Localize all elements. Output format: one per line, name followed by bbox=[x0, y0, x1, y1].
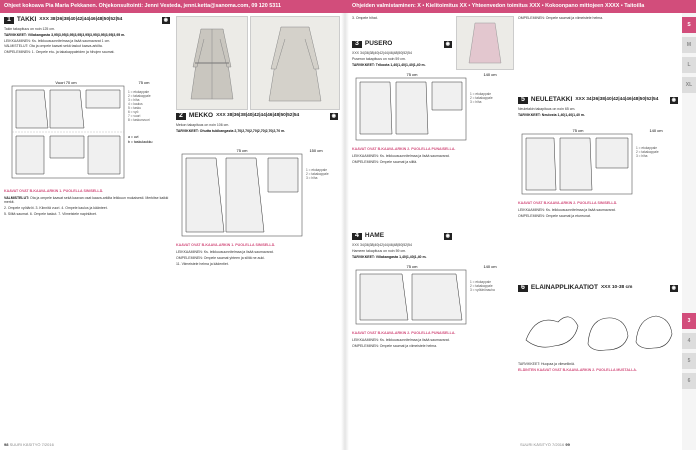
article-6-title: ELÄINAPPLIKAATIOT bbox=[530, 284, 598, 292]
side-tab[interactable]: L bbox=[682, 57, 696, 73]
side-tab[interactable]: 3 bbox=[682, 313, 696, 329]
article-3-fabric: TARVIKKEET: Trikoota 1,40|1,40|1,40|1,40 m. bbox=[352, 62, 426, 67]
legend-item: 5 = tasku bbox=[128, 106, 142, 110]
article-5-cutting-plan bbox=[518, 128, 678, 198]
article-2-fabric: TARVIKKEET: Ohutta tukikangasta 2,70|2,70|2,70|2,70|2,70|2,70 m. bbox=[176, 128, 286, 133]
article-4-size: Hameen takapituus on noin 59 cm. bbox=[352, 248, 407, 253]
article-5-header bbox=[518, 96, 678, 126]
legend-item: 1 = etukappale bbox=[470, 92, 492, 96]
article-3-legend bbox=[470, 92, 493, 104]
article-2-code: XXX 38|36|38|40|42|44|46|48|50|52|54 bbox=[216, 113, 300, 119]
article-1-number: 1 bbox=[4, 17, 14, 23]
side-tab[interactable]: XL bbox=[682, 77, 696, 93]
article-4-cutting-plan bbox=[352, 264, 512, 328]
coat-figure-icon bbox=[177, 17, 247, 109]
animal-shape bbox=[636, 316, 672, 348]
legend-item: 1 = etukappale bbox=[128, 90, 150, 94]
article-5-code: XXX 34|36|38|40|42|44|46|48|50|52|54 bbox=[575, 97, 659, 103]
article-3-title: PUSERO bbox=[364, 40, 393, 48]
legend-item: 2 = takakappale bbox=[636, 150, 659, 154]
article-2-body-2: 11. Viimeistele helma ja kädentiet. bbox=[176, 261, 229, 266]
article-1-size: Takin takapituus on noin 125 cm. bbox=[4, 27, 55, 31]
article-1-body-3: 2. Ompele vyötäröt. 3. Kiinnitä vuori. 4. Ompele kaulus ja käänteet. bbox=[4, 206, 108, 211]
article-4-body-1b: OMPELEMINEN: Ompele saumat ja viimeistele helma. bbox=[518, 16, 603, 20]
animal-shape bbox=[526, 317, 578, 347]
article-6-header bbox=[518, 284, 678, 298]
article-4-legend bbox=[470, 280, 495, 292]
legend-item: 1 = etukappale bbox=[470, 280, 492, 284]
article-3-cutting-plan bbox=[352, 72, 512, 144]
article-1-header bbox=[4, 16, 170, 74]
blouse-figure-icon bbox=[457, 17, 513, 69]
legend-item: 7 = vuori bbox=[128, 114, 141, 118]
article-3-body bbox=[352, 154, 512, 230]
article-5-body bbox=[518, 208, 678, 282]
camera-icon: ◉ bbox=[445, 41, 450, 48]
right-page-number: 99 bbox=[565, 442, 570, 447]
legend-item: 2 = takakappale bbox=[306, 172, 329, 176]
article-5-body-1: OMPELEMINEN: Ompele saumat ja etureunat. bbox=[518, 213, 591, 218]
article-2-title-bar bbox=[176, 112, 338, 121]
article-2-title: MEKKO bbox=[188, 112, 214, 120]
article-4-number: 4 bbox=[352, 233, 362, 239]
article-1-fabric: TARVIKKEET: Villakangasta 3,95|3,95|3,95|3,95|3,95|3,95|3,95|3,95|3,95 m. bbox=[4, 32, 126, 37]
pattern-height-label: 140 cm bbox=[483, 72, 497, 77]
article-2-body-1: OMPELEMINEN: Ompele saumat yhteen ja silitä ne auki. bbox=[176, 255, 265, 260]
article-3-body-0: LEIKKAAMINEN: Ks. leikkuusuunnitelmaa ja lisää saumavarat. bbox=[352, 154, 450, 158]
article-2-body-0: LEIKKAAMINEN: Ks. leikkuusuunnitelmaa ja lisää saumavarat. bbox=[176, 250, 274, 254]
article-2-caption: KAAVAT OVAT B-KAAVA-ARKIN 1. PUOLELLA SINISELLÄ. bbox=[176, 243, 276, 247]
article-1-code: XXX 38|36|38|40|42|44|46|48|50|52|54 bbox=[39, 17, 123, 23]
article-5-size: Neuletakin takapituus on noin 65 cm. bbox=[518, 107, 576, 111]
article-6-body-0: TARVIKKEET: Huopaa ja vlieseliiniä. bbox=[518, 362, 575, 366]
camera-icon: ◉ bbox=[445, 233, 450, 240]
article-3-number: 3 bbox=[352, 41, 362, 47]
legend-item: 3 = vyötärönauha bbox=[470, 288, 495, 292]
legend-item: 4 = kaulus bbox=[128, 102, 143, 106]
blouse-photo bbox=[456, 16, 514, 70]
legend-item: 3 = hiha bbox=[636, 154, 648, 158]
legend-item: 3 = hiha bbox=[470, 100, 482, 104]
article-2-number: 2 bbox=[176, 113, 186, 119]
article-2-body bbox=[176, 250, 338, 436]
article-6-title-bar bbox=[518, 284, 678, 293]
pattern-height-label: 140 cm bbox=[483, 264, 497, 269]
article-5-legend bbox=[636, 146, 659, 158]
article-5-title: NEULETAKKI bbox=[530, 96, 573, 104]
page-gutter bbox=[341, 13, 349, 450]
prep-title: VALMISTELUT: bbox=[4, 196, 30, 200]
article-1-body-1: VALMISTELUT: Ota ja ompele kaavat sekä taskut kaava-arkilta. bbox=[4, 44, 103, 49]
article-1-cutting-plan bbox=[4, 78, 170, 186]
pattern-note-a: a = uvi bbox=[128, 135, 139, 139]
article-1-legend bbox=[128, 90, 151, 122]
legend-item: 2 = takakappale bbox=[470, 284, 493, 288]
article-6-number: 6 bbox=[518, 285, 528, 291]
legend-item: 3 = hiha bbox=[306, 176, 318, 180]
pattern-width-label: 75 cm bbox=[406, 264, 418, 269]
article-5-body-0: LEIKKAAMINEN: Ks. leikkuusuunnitelmaa ja lisää saumavarat. bbox=[518, 208, 616, 212]
legend-item: 8 = taskunvuori bbox=[128, 118, 150, 122]
left-footer-text: SUURI KÄSITYÖ 7/2016 bbox=[9, 442, 54, 447]
prep-text: Ota ja ompele kaavat sekä kaavan osat kaava-arkilta leikkuun mukaisesti. Merkitse kaikki merkit. bbox=[4, 196, 169, 205]
side-tab[interactable]: M bbox=[682, 37, 696, 53]
article-4-code: XXX 34|36|38|40|42|44|46|48|50|52|54 bbox=[352, 243, 412, 247]
article-4-header bbox=[352, 232, 452, 262]
article-4-title: HAME bbox=[364, 232, 385, 240]
camera-icon: ◉ bbox=[331, 113, 336, 120]
article-1-title: TAKKI bbox=[16, 16, 37, 24]
article-1-body-0: LEIKKAAMINEN: Ks. leikkuusuunnitelmaa ja lisää saumavarat 1 cm. bbox=[4, 38, 111, 43]
article-3-body-2: 3. Ompele hihat. bbox=[352, 16, 378, 20]
article-4-caption: KAAVAT OVAT B-KAAVA-ARKIN 2. PUOLELLA PUNAISELLA. bbox=[352, 331, 456, 335]
article-6-caption: ELÄINTEN KAAVAT OVAT B-KAAVA-ARKIN 2. PUOLELLA MUSTALLA. bbox=[518, 367, 637, 372]
article-2-cutting-plan bbox=[176, 148, 338, 240]
side-tab[interactable]: 5 bbox=[682, 353, 696, 369]
animal-shape bbox=[588, 318, 628, 351]
side-tab[interactable]: 6 bbox=[682, 373, 696, 389]
article-1-body bbox=[4, 196, 170, 436]
article-3-size: Puseron takapituus on noin 59 cm. bbox=[352, 56, 406, 61]
article-3-header bbox=[352, 40, 452, 70]
side-tab[interactable]: S bbox=[682, 17, 696, 33]
left-page-number: 98 bbox=[4, 442, 9, 447]
pattern-width-label: Vuori 70 cm bbox=[55, 80, 77, 85]
article-3-caption: KAAVAT OVAT B-KAAVA-ARKIN 2. PUOLELLA PUNAISELLA. bbox=[352, 147, 456, 151]
camera-icon: ◉ bbox=[671, 97, 676, 104]
article-1-body-4: 5. Silitä saumat. 6. Ompele taskut. 7. Viimeistele napinlävet. bbox=[4, 211, 97, 216]
header-left-text: Ohjeet kokoava Pia Maria Pekkanen. Ohjekonsultointi: Jenni Vesteda, jenni.ketta@sanoma.com, 09 120 5311 bbox=[4, 3, 281, 9]
legend-item: 6 = vyö bbox=[128, 110, 139, 114]
article-6-body bbox=[518, 362, 678, 436]
article-4-title-bar bbox=[352, 232, 452, 241]
legend-item: 2 = takakappale bbox=[128, 94, 151, 98]
article-4-body bbox=[352, 338, 512, 436]
coat-back-photo bbox=[250, 16, 340, 110]
coat-back-figure-icon bbox=[251, 17, 339, 109]
header-right-text: Ohjeiden valmistaminen: X • Kielitoimitus XX • Yhteenvedon toimitus XXX • Kokoonpano mittojeen XXXX • Taitoilla bbox=[352, 3, 645, 9]
pattern-width-label: 75 cm bbox=[572, 128, 584, 133]
article-2-header bbox=[176, 112, 338, 146]
article-4-body-1: OMPELEMINEN: Ompele saumat ja viimeistele helma. bbox=[352, 343, 437, 348]
side-tab[interactable]: 4 bbox=[682, 333, 696, 349]
article-5-text-top bbox=[518, 16, 678, 108]
article-5-number: 5 bbox=[518, 97, 528, 103]
pattern-width-label: 75 cm bbox=[406, 72, 418, 77]
article-1-body-2: OMPELEMINEN: 1. Ompele etu- ja takakappaleiden ja hihojen saumat. bbox=[4, 50, 115, 55]
article-6-code: XXX 10-38 cm bbox=[600, 285, 633, 291]
right-footer bbox=[520, 442, 570, 447]
article-5-title-bar bbox=[518, 96, 678, 105]
article-3-body-1: OMPELEMINEN: Ompele saumat ja silitä. bbox=[352, 159, 418, 164]
article-3-code: XXX 34|36|38|40|42|44|46|48|50|52|54 bbox=[352, 51, 412, 55]
pattern-height-label: 150 cm bbox=[309, 148, 323, 153]
page-header bbox=[0, 0, 696, 13]
article-5-fabric: TARVIKKEET: Neulosta 1,40|1,40|1,40 m. bbox=[518, 112, 585, 117]
legend-item: 2 = takakappale bbox=[470, 96, 493, 100]
pattern-width-label-2: 75 cm bbox=[138, 80, 150, 85]
article-2-legend bbox=[306, 168, 329, 180]
camera-icon: ◉ bbox=[671, 285, 676, 292]
right-footer-text: SUURI KÄSITYÖ 7/2016 bbox=[520, 442, 565, 447]
article-4-fabric: TARVIKKEET: Villakangasta 1,40|1,40|1,40 m. bbox=[352, 254, 427, 259]
coat-photo bbox=[176, 16, 248, 110]
animal-shapes bbox=[518, 300, 678, 358]
camera-icon: ◉ bbox=[163, 17, 168, 24]
side-tab-strip bbox=[682, 13, 696, 450]
article-3-title-bar bbox=[352, 40, 452, 49]
legend-item: 1 = etukappale bbox=[636, 146, 658, 150]
pattern-note-b: b = taskulaukku bbox=[128, 140, 153, 144]
legend-item: 1 = etukappale bbox=[306, 168, 328, 172]
left-footer bbox=[4, 442, 54, 447]
legend-item: 3 = hiha bbox=[128, 98, 140, 102]
article-1-title-bar bbox=[4, 16, 170, 25]
pattern-width-label: 75 cm bbox=[236, 148, 248, 153]
article-5-caption: KAAVAT OVAT B-KAAVA-ARKIN 2. PUOLELLA SINISELLÄ. bbox=[518, 201, 618, 205]
article-2-size: Mekon takapituus on noin 106 cm. bbox=[176, 123, 230, 127]
pattern-height-label: 140 cm bbox=[649, 128, 663, 133]
article-1-caption: KAAVAT OVAT B-KAAVA-ARKIN 1. PUOLELLA SINISELLÄ. bbox=[4, 189, 104, 193]
article-4-body-0: LEIKKAAMINEN: Ks. leikkuusuunnitelmaa ja lisää saumavarat. bbox=[352, 338, 450, 342]
